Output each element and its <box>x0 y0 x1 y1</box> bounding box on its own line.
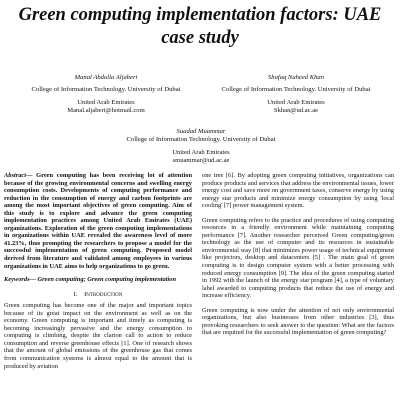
left-column <box>4 172 192 370</box>
keywords: Keywords— Green computing; Green computing implementation <box>4 276 177 284</box>
author-name: Shafaq Naheed Khan <box>267 74 325 81</box>
author-affiliation: College of Information Technology. University of Dubai <box>126 136 276 144</box>
author-location: United Arab Emirates <box>172 148 230 156</box>
abstract-text: — Green computing has been receiving lot of attention because of the growing environmental concerns and swelling energy consumption costs. Developments of computing performance and reduction in the consumption of energy and carbon footprints are among the most important objectives of green computing. Aim of this study is to explore and advance the green computing implementation practices among United Arab Emirates (UAE) organizations. Exploration of the green computing implementations in organizations within UAE revealed the awareness level of more 41.23%, thus prompting the researchers to propose a model for the successful implementation of green computing. Proposed model derived from literature and validated among employees in various organizations in UAE aims to help organizations to go green. <box>4 172 192 270</box>
body-paragraph-1: one tree [6]. By adopting green computing initiatives, organizations can produce products and services that address the environmental issues, lower energy cost and save more on government taxes, conserve energy by using energy star products and minimize energy consumption by using 'local cooling' [7] power management system. <box>202 172 394 210</box>
author-name: Manal Abdulla Aljaberi <box>74 74 138 81</box>
author-location: United Arab Emirates <box>267 98 325 106</box>
section-heading-introduction <box>4 291 192 299</box>
author-name: Suadad Muammar <box>176 128 226 135</box>
author-block-3 <box>96 128 306 165</box>
body-paragraph-3: Green computing is now under the attention of not only environmental organizations, but also businesses from other industries [3], thus provoking researchers to seek answer to the question: What are the factors that are required for the successful implementation of green computing? <box>202 306 394 337</box>
right-column <box>202 172 394 337</box>
abstract-label: Abstract <box>4 172 27 179</box>
section-title: Introduction <box>84 290 123 298</box>
author-email: Manal.aljaberi@hotmail.com <box>67 106 145 114</box>
author-location: United Arab Emirates <box>77 98 135 106</box>
author-affiliation: College of Information Technology. University of Dubai <box>31 86 181 94</box>
paper-title-line-2: case study <box>161 28 239 48</box>
section-number: I. <box>73 290 78 298</box>
author-block-1 <box>6 74 206 115</box>
paper-title-line-1: Green computing implementation factors: UAE <box>18 5 382 25</box>
author-affiliation: College of Information Technology. University of Dubai <box>221 86 371 94</box>
abstract <box>4 172 192 270</box>
author-email: smuammar@ud.ac.ae <box>172 156 230 164</box>
introduction-paragraph: Green computing has become one of the major and important topics because of its great impact on the environment as well as on the economy. Green computing is important and timely as computing is becoming increasingly pervasive and the energy consumption to computing is climbing, despite the clarion call to action to reduce consumption and reverse greenhouse effects [1]. One of research shows that the amount of global emissions of the greenhouse gas that comes from communication systems is almost equal to the amount that is produced by aviation <box>4 302 192 370</box>
body-paragraph-2: Green computing refers to the practice and procedures of using computing resources in a friendly environment while maintaining computing performance [7]. Another researcher perceived Green computing/green technology as the use of computer and its resources in sustainable environmental way [8] that minimizes power usage of technical equipment like projectors, desktop and datacenters [5] . The main goal of green computing is to design computer system with a better processing with reduced energy consumption [9]. The idea of the green computing started in 1992 with the launch of the energy star program [4], a type of voluntary label awarded to computing products that reduce the use of energy and increase efficiency. <box>202 216 394 300</box>
author-email: Skhan@ud.ac.ae <box>273 106 319 114</box>
author-block-2 <box>196 74 396 115</box>
